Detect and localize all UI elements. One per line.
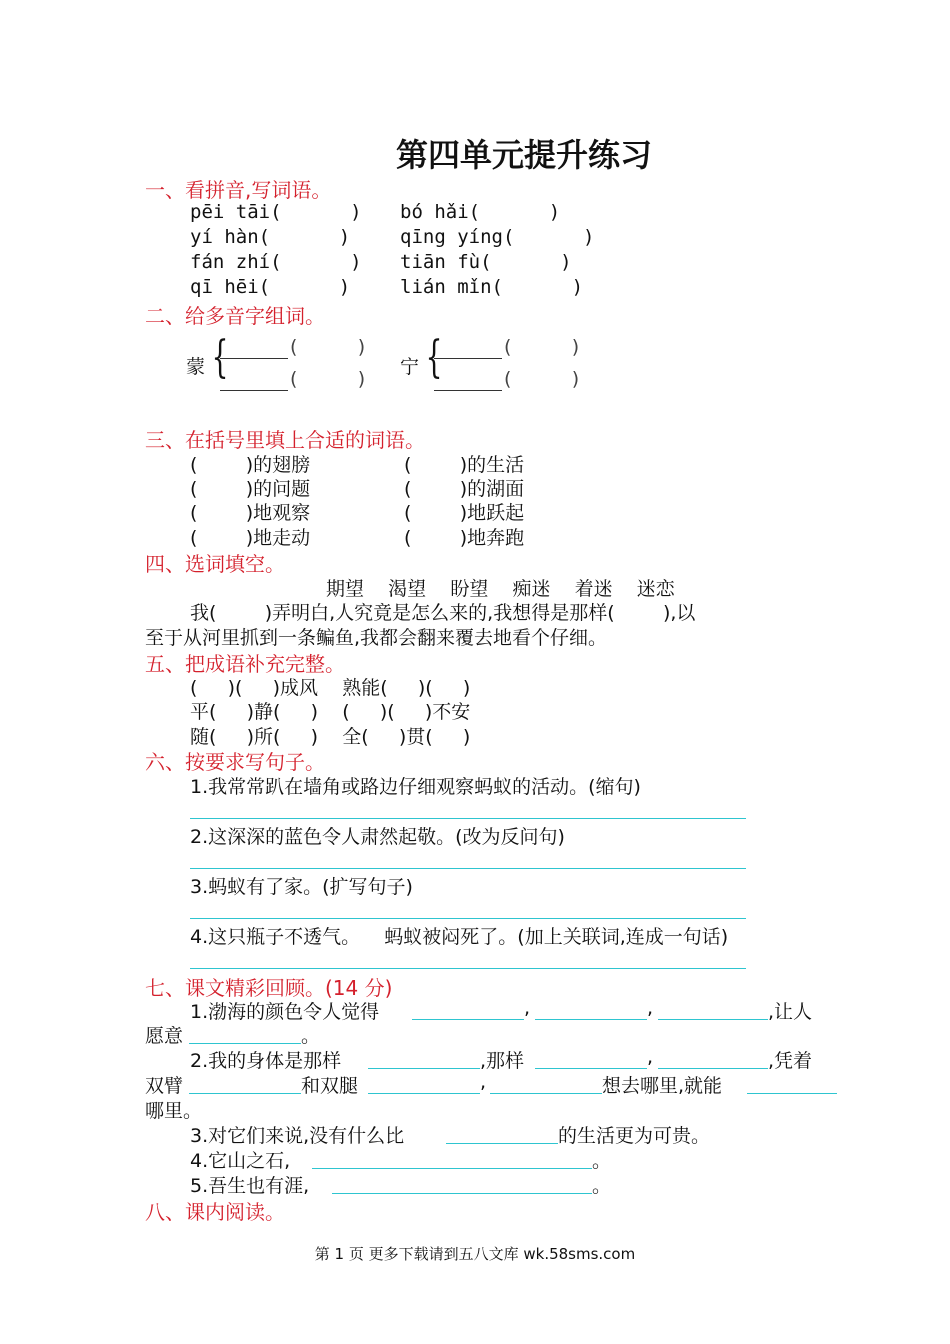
sentence-task: 3.蚂蚁有了家。(扩写句子)	[190, 876, 413, 898]
fill-item: ( )的翅膀	[190, 454, 311, 476]
brace-icon: {	[211, 332, 229, 383]
idiom-row: 平( )静( ) ( )( )不安	[190, 701, 471, 723]
answer-line[interactable]	[747, 1093, 837, 1094]
answer-line[interactable]	[658, 1068, 768, 1069]
answer-line[interactable]	[412, 1019, 524, 1020]
section-6-heading: 六、按要求写句子。	[145, 750, 325, 774]
idiom-row: 随( )所( ) 全( )贯( )	[190, 726, 471, 748]
fill-item: ( )的生活	[404, 454, 525, 476]
paren-blank[interactable]: ( )	[290, 336, 366, 358]
page-footer: 第 1 页 更多下载请到五八文库 wk.58sms.com	[314, 1245, 636, 1263]
answer-line[interactable]	[490, 1093, 602, 1094]
answer-line[interactable]	[190, 968, 746, 969]
answer-line[interactable]	[658, 1019, 768, 1020]
sentence-task: 2.这深深的蓝色令人肃然起敬。(改为反问句)	[190, 826, 565, 848]
recall-text: ,那样	[480, 1050, 525, 1072]
answer-line[interactable]	[190, 818, 746, 819]
answer-line[interactable]	[535, 1019, 647, 1020]
pinyin-item: fán zhí( )	[190, 251, 362, 273]
section-2-heading: 二、给多音字组词。	[145, 304, 325, 328]
answer-line[interactable]	[190, 868, 746, 869]
answer-line[interactable]	[535, 1068, 647, 1069]
section-8-heading: 八、课内阅读。	[145, 1200, 285, 1224]
fill-item: ( )的湖面	[404, 478, 525, 500]
answer-blank[interactable]	[434, 358, 502, 359]
brace-icon: {	[425, 332, 443, 383]
answer-line[interactable]	[368, 1068, 480, 1069]
fill-item: ( )地走动	[190, 527, 311, 549]
polyphone-char: 宁	[400, 356, 420, 378]
answer-line[interactable]	[312, 1168, 592, 1169]
answer-line[interactable]	[189, 1093, 301, 1094]
recall-text: 4.它山之石,	[190, 1150, 291, 1172]
answer-line[interactable]	[332, 1193, 592, 1194]
sentence-task: 1.我常常趴在墙角或路边仔细观察蚂蚁的活动。(缩句)	[190, 776, 641, 798]
paren-blank[interactable]: ( )	[504, 368, 580, 390]
recall-text: ,凭着	[768, 1050, 813, 1072]
recall-text: 哪里。	[145, 1100, 203, 1122]
recall-text: 和双腿	[301, 1075, 359, 1097]
pinyin-item: yí hàn( )	[190, 226, 351, 248]
recall-text: 2.我的身体是那样	[190, 1050, 342, 1072]
recall-text: ,	[647, 1046, 654, 1068]
recall-text: ,	[480, 1071, 487, 1093]
answer-line[interactable]	[190, 918, 746, 919]
pinyin-item: bó hǎi( )	[400, 201, 561, 223]
fill-item: ( )地观察	[190, 502, 311, 524]
recall-text: 的生活更为可贵。	[558, 1125, 711, 1147]
page-title: 第四单元提升练习	[395, 136, 652, 174]
section-7-heading: 七、课文精彩回顾。(14 分)	[145, 976, 393, 1000]
idiom-row: ( )( )成风 熟能( )( )	[190, 677, 471, 699]
answer-blank[interactable]	[220, 358, 288, 359]
section-1-heading: 一、看拼音,写词语。	[145, 178, 332, 202]
recall-text: 1.渤海的颜色令人觉得	[190, 1001, 380, 1023]
word-bank: 期望 渴望 盼望 痴迷 着迷 迷恋	[326, 578, 675, 600]
recall-text: 5.吾生也有涯,	[190, 1175, 310, 1197]
pinyin-item: qīng yíng( )	[400, 226, 595, 248]
section-3-heading: 三、在括号里填上合适的词语。	[145, 428, 425, 452]
polyphone-char: 蒙	[186, 356, 206, 378]
paren-blank[interactable]: ( )	[504, 336, 580, 358]
pinyin-item: qī hēi( )	[190, 276, 351, 298]
passage-line: 我( )弄明白,人究竟是怎么来的,我想得是那样( ),以	[190, 602, 696, 624]
recall-text: 。	[592, 1175, 612, 1197]
answer-line[interactable]	[368, 1093, 480, 1094]
answer-blank[interactable]	[434, 390, 502, 391]
recall-text: 3.对它们来说,没有什么比	[190, 1125, 405, 1147]
recall-text: ,让人	[768, 1001, 813, 1023]
pinyin-item: lián mǐn( )	[400, 276, 584, 298]
section-5-heading: 五、把成语补充完整。	[145, 652, 345, 676]
answer-blank[interactable]	[220, 390, 288, 391]
pinyin-item: pēi tāi( )	[190, 201, 362, 223]
passage-line: 至于从河里抓到一条鳊鱼,我都会翻来覆去地看个仔细。	[145, 627, 608, 649]
pinyin-item: tiān fù( )	[400, 251, 572, 273]
paren-blank[interactable]: ( )	[290, 368, 366, 390]
recall-text: 双臂	[145, 1075, 184, 1097]
fill-item: ( )的问题	[190, 478, 311, 500]
sentence-task: 4.这只瓶子不透气。 蚂蚁被闷死了。(加上关联词,连成一句话)	[190, 926, 729, 948]
section-4-heading: 四、选词填空。	[145, 552, 285, 576]
fill-item: ( )地跃起	[404, 502, 525, 524]
answer-line[interactable]	[189, 1043, 301, 1044]
recall-text: 。	[301, 1025, 321, 1047]
answer-line[interactable]	[446, 1143, 558, 1144]
recall-text: ,	[647, 997, 654, 1019]
recall-text: 愿意	[145, 1025, 184, 1047]
recall-text: ,	[524, 997, 531, 1019]
fill-item: ( )地奔跑	[404, 527, 525, 549]
recall-text: 想去哪里,就能	[602, 1075, 723, 1097]
recall-text: 。	[592, 1150, 612, 1172]
